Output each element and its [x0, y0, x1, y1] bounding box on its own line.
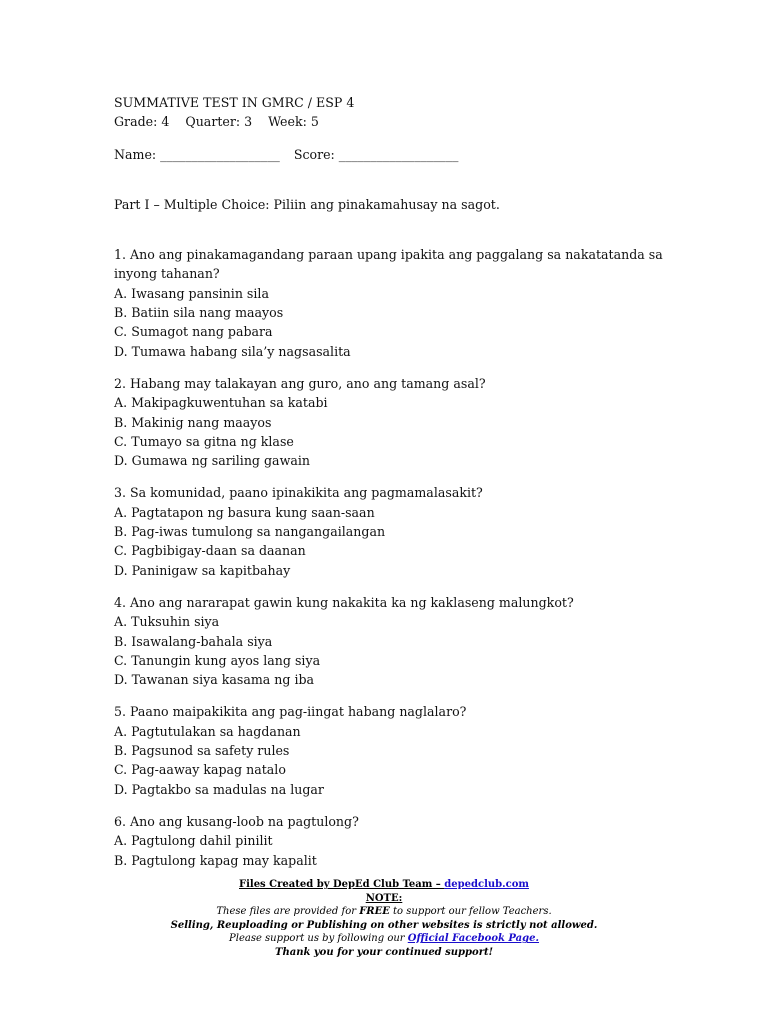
page-footer — [0, 878, 768, 960]
choice-a: A. Pagtatapon ng basura kung saan-saan — [114, 504, 375, 520]
footer-provided-suffix: to support our fellow Teachers. — [389, 906, 552, 918]
part-instructions: Part I – Multiple Choice: Piliin ang pinakamahusay na sagot. — [114, 196, 500, 212]
choice-d: D. Pagtakbo sa madulas na lugar — [114, 781, 324, 797]
choice-d: D. Paninigaw sa kapitbahay — [114, 562, 291, 578]
choice-b: B. Makinig nang maayos — [114, 414, 272, 430]
question-6 — [114, 812, 674, 870]
question-5 — [114, 702, 674, 798]
footer-support-prefix: Please support us by following our — [229, 933, 408, 945]
question-list — [114, 245, 674, 870]
choice-d: D. Tawanan siya kasama ng iba — [114, 672, 315, 688]
choice-b: B. Pag-iwas tumulong sa nangangailangan — [114, 524, 386, 540]
footer-thanks-line: Thank you for your continued support! — [275, 946, 493, 958]
name-field-label: Name: ___________________ — [114, 146, 280, 162]
facebook-page-link[interactable]: Official Facebook Page. — [407, 933, 539, 945]
choice-b: B. Isawalang-bahala siya — [114, 633, 273, 649]
footer-support-line — [0, 932, 768, 946]
choice-a: A. Tuksuhin siya — [114, 614, 220, 630]
choice-a: A. Pagtulong dahil pinilit — [114, 833, 273, 849]
test-body — [114, 93, 674, 883]
footer-free-word: FREE — [359, 906, 390, 918]
question-text: 2. Habang may talakayan ang guro, ano ang tamang asal? — [114, 375, 486, 391]
question-1 — [114, 245, 674, 361]
footer-provided-line — [0, 905, 768, 919]
grade-quarter-week: Grade: 4 Quarter: 3 Week: 5 — [114, 114, 319, 130]
question-3 — [114, 483, 674, 579]
name-score-row — [114, 145, 674, 164]
choice-d: D. Gumawa ng sariling gawain — [114, 453, 310, 469]
question-text: 4. Ano ang nararapat gawin kung nakakita ka ng kaklaseng malungkot? — [114, 594, 574, 610]
footer-credit-line — [0, 878, 768, 892]
question-text: 3. Sa komunidad, paano ipinakikita ang pagmamalasakit? — [114, 485, 483, 501]
choice-b: B. Pagtulong kapag may kapalit — [114, 852, 317, 868]
choice-c: C. Tumayo sa gitna ng klase — [114, 433, 294, 449]
question-4 — [114, 593, 674, 689]
question-text: 5. Paano maipakikita ang pag-iingat habang naglalaro? — [114, 704, 467, 720]
footer-provided-prefix: These files are provided for — [216, 906, 360, 918]
depedclub-link[interactable]: depedclub.com — [444, 879, 529, 890]
footer-selling-warning: Selling, Reuploading or Publishing on other websites is strictly not allowed. — [170, 919, 598, 931]
choice-a: A. Pagtutulakan sa hagdanan — [114, 723, 301, 739]
question-text: 1. Ano ang pinakamagandang paraan upang ipakita ang paggalang sa nakatatanda sa inyong tahanan? — [114, 247, 663, 282]
choice-b: B. Batiin sila nang maayos — [114, 305, 284, 321]
choice-b: B. Pagsunod sa safety rules — [114, 743, 290, 759]
footer-credit-text: Files Created by DepEd Club Team – — [239, 879, 445, 890]
footer-note-label: NOTE: — [365, 892, 403, 904]
choice-a: A. Iwasang pansinin sila — [114, 285, 269, 301]
question-2 — [114, 374, 674, 470]
choice-c: C. Sumagot nang pabara — [114, 324, 273, 340]
test-title: SUMMATIVE TEST IN GMRC / ESP 4 — [114, 95, 355, 110]
choice-c: C. Pagbibigay-daan sa daanan — [114, 543, 306, 559]
score-field-label: Score: ___________________ — [293, 146, 459, 162]
choice-c: C. Tanungin kung ayos lang siya — [114, 652, 321, 668]
choice-a: A. Makipagkuwentuhan sa katabi — [114, 395, 328, 411]
choice-c: C. Pag-aaway kapag natalo — [114, 762, 286, 778]
choice-d: D. Tumawa habang sila’y nagsasalita — [114, 343, 351, 359]
question-text: 6. Ano ang kusang-loob na pagtulong? — [114, 813, 359, 829]
